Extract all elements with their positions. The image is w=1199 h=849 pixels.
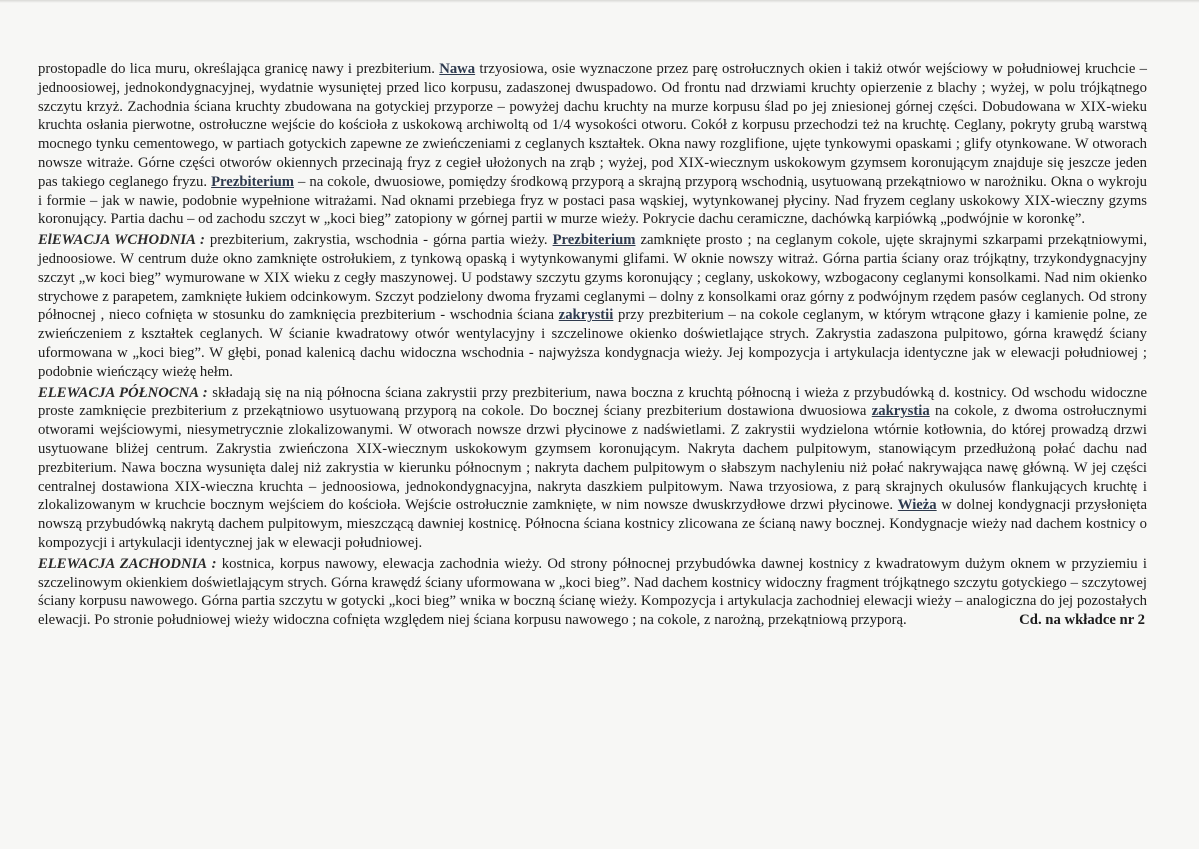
text-run: trzyosiowa, osie wyznaczone przez parę ostrołucznych okien i takiż otwór wejściowy w południowej kruchcie – jednoosiowej, jednokondygnacyjnej, wydatnie wysuniętej przed lico korpusu, zadaszonej dwuspadowo. Od frontu nad drzwiami kruchty opierzenie z blachy ; wyżej, w polu trójkątnego szczytu krzyż. Zachodnia ściana kruchty zbudowana na gotyckiej przyporze – powyżej dachu kruchty na murze korpusu ślad po jej zniesionej górnej części. Dobudowana w XIX-wieku kruchta osłania pierwotne, ostrołuczne wejście do kościoła z uskokową archiwoltą od 1/4 wysokości otworu. Cokół z korpusu przechodzi też na kruchtę. Ceglany, pokryty grubą warstwą mocnego tynku cementowego, w partiach gotyckich zapewne ze zwieńczeniami z ceglanych kształtek. Okna nawy rozglifione, ujęte tynkowymi opaskami ; glify otynkowane. W otworach nowsze witraże. Górne części otworów okiennych przecinają fryz z cegieł ułożonych na zrąb ; wyżej, pod XIX-wiecznym uskokowym gzymsem koronującym znajduje się jeszcze jeden pas takiego ceglanego fryzu. bbox=[38, 61, 1147, 190]
text-run: – na cokole, dwuosiowe, pomiędzy środkową przyporą a skrajną przyporą wschodnią, usytuowaną przekątniowo w narożniku. Okna o wykroju i formie – jak w nawie, podobnie wypełnione witrażami. Nad oknami przebiega fryz w postaci pasa wąskiej, wytynkowanej płyciny. Nad fryzem ceglany uskokowy XIX-wieczny gzyms koronujący. Partia dachu – od zachodu szczyt w „koci bieg” zatopiony w górnej partii w murze wieży. Pokrycie dachu ceramiczne, dachówką karpiówką „podwójnie w koronkę”. bbox=[38, 173, 1147, 228]
text-run: kostnica, korpus nawowy, elewacja zachodnia wieży. Od strony północnej przybudówka dawnej kostnicy z kwadratowym dużym oknem w przyziemiu i szczelinowym okienkiem doświetlającym strych. Górna krawędź ściany uformowana w „koci bieg”. Nad dachem kostnicy widoczny fragment trójkątnego szczytu gotyckiego – szczytowej ściany korpusu nawowego. Górna partia szczytu w gotycki „koci bieg” wnika w boczną ścianę wieży. Kompozycja i artykulacja zachodniej elewacji wieży – analogiczna do jej pozostałych elewacji. Po stronie południowej wieży widoczna cofnięta względem niej ściana korpusu nawowego ; na cokole, z narożną, przekątniową przyporą. bbox=[38, 555, 1147, 629]
paragraph-elewacja-polnocna bbox=[38, 384, 1147, 553]
section-heading: ElEWACJA WCHODNIA : bbox=[38, 232, 205, 249]
keyword-wieza: Wieża bbox=[897, 497, 937, 514]
continuation-note: Cd. na wkładce nr 2 bbox=[1019, 612, 1145, 629]
paragraph-elewacja-wschodnia bbox=[38, 231, 1147, 381]
text-run: składają się na nią północna ściana zakrystii przy prezbiterium, nawa boczna z kruchtą północną i wieża z przybudówką d. kostnicy. Od wschodu widoczne proste zamknięcie prezbiterium z przekątniowo usytuowaną przyporą na cokole. Do bocznej ściany prezbiterium dostawiona dwuosiowa bbox=[38, 384, 1147, 420]
keyword-zakrystia: zakrystia bbox=[871, 403, 930, 420]
section-heading: ELEWACJA ZACHODNIA : bbox=[38, 555, 217, 572]
text-run: prezbiterium, zakrystia, wschodnia - górna partia wieży. bbox=[204, 232, 553, 249]
text-run: zamknięte prosto ; na ceglanym cokole, ujęte skrajnymi szkarpami przekątniowymi, jednoosiowe. W centrum duże okno zamknięte ostrołukiem, z tynkową opaską i wytynkowanymi glifami. W oknie nowszy witraż. Górna partia ściany oraz trójkątny, trzykondygnacyjny szczyt „w koci bieg” wymurowane w XIX wieku z cegły maszynowej. U podstawy szczytu gzyms koronujący ; ceglany, uskokowy, wzbogacony ceglanymi konsolkami. Nad nim okienko strychowe z parapetem, zamknięte łukiem odcinkowym. Szczyt podzielony dwoma fryzami ceglanymi – dolny z konsolkami oraz górny z podwójnym rzędem pasów ceglanych. Od strony północnej , nieco cofnięta w stosunku do zamknięcia prezbiterium - wschodnia ściana bbox=[38, 232, 1147, 324]
paragraph-elewacja-zachodnia bbox=[38, 555, 1147, 630]
scan-edge bbox=[0, 0, 1199, 3]
keyword-prezbiterium: Prezbiterium bbox=[552, 232, 636, 249]
keyword-nawa: Nawa bbox=[439, 61, 476, 77]
text-run: przy prezbiterium – na cokole ceglanym, w którym wtrącone głazy i kamienie polne, ze zwieńczeniem z kształtek ceglanych. W ścianie kwadratowy otwór wentylacyjny i szczelinowe okienko doświetlające strych. Zakrystia zadaszona pulpitowo, górna krawędź ściany uformowana w „koci bieg”. W głębi, ponad kalenicą dachu widoczna wschodnia - najwyższa kondygnacja wieży. Jej kompozycja i artykulacja identyczne jak w elewacji południowej ; podobnie wieńczący wieżę hełm. bbox=[38, 307, 1148, 380]
paragraph-intro bbox=[38, 60, 1147, 229]
text-run: w dolnej kondygnacji przysłonięta nowszą przybudówką nakrytą dachem pulpitowym, mieszczącą dawniej kostnicę. Północna ściana kostnicy zlicowana ze ścianą nawy bocznej. Kondygnacje wieży nad dachem kostnicy o kompozycji i artykulacji identycznej jak w elewacji południowej. bbox=[38, 497, 1147, 551]
keyword-prezbiterium: Prezbiterium bbox=[211, 173, 295, 190]
section-heading: ELEWACJA PÓŁNOCNA : bbox=[38, 384, 208, 401]
text-run: prostopadle do lica muru, określająca granicę nawy i prezbiterium. bbox=[38, 61, 440, 77]
keyword-zakrystii: zakrystii bbox=[558, 307, 614, 324]
text-run: na cokole, z dwoma ostrołucznymi otworami wejściowymi, niesymetrycznie zlokalizowanymi. W otworach nowsze drzwi płycinowe z nadświetlami. Z zakrystii wydzielona wtórnie kotłownia, do której prowadzą drzwi usytuowane bliżej centrum. Zakrystia zwieńczona XIX-wiecznym uskokowym gzymsem koronującym. Nakryta dachem pulpitowym, stanowiącym przedłużoną połać dachu nad prezbiterium. Nawa boczna wysunięta dalej niż zakrystia w kierunku północnym ; nakryta dachem pulpitowym o słabszym nachyleniu niż połać nakrywająca nawę główną. W jej części centralnej dostawiona XIX-wieczna kruchta – jednoosiowa, jednokondygnacyjna, nakryta daszkiem pulpitowym. Nawa trzyosiowa, z parą skrajnych okulusów flankujących kruchtę i zlokalizowanym w kruchcie bocznym wejściem do kościoła. Wejście ostrołucznie zamknięte, w nim nowsze dwuskrzydłowe drzwi płycinowe. bbox=[38, 403, 1147, 514]
